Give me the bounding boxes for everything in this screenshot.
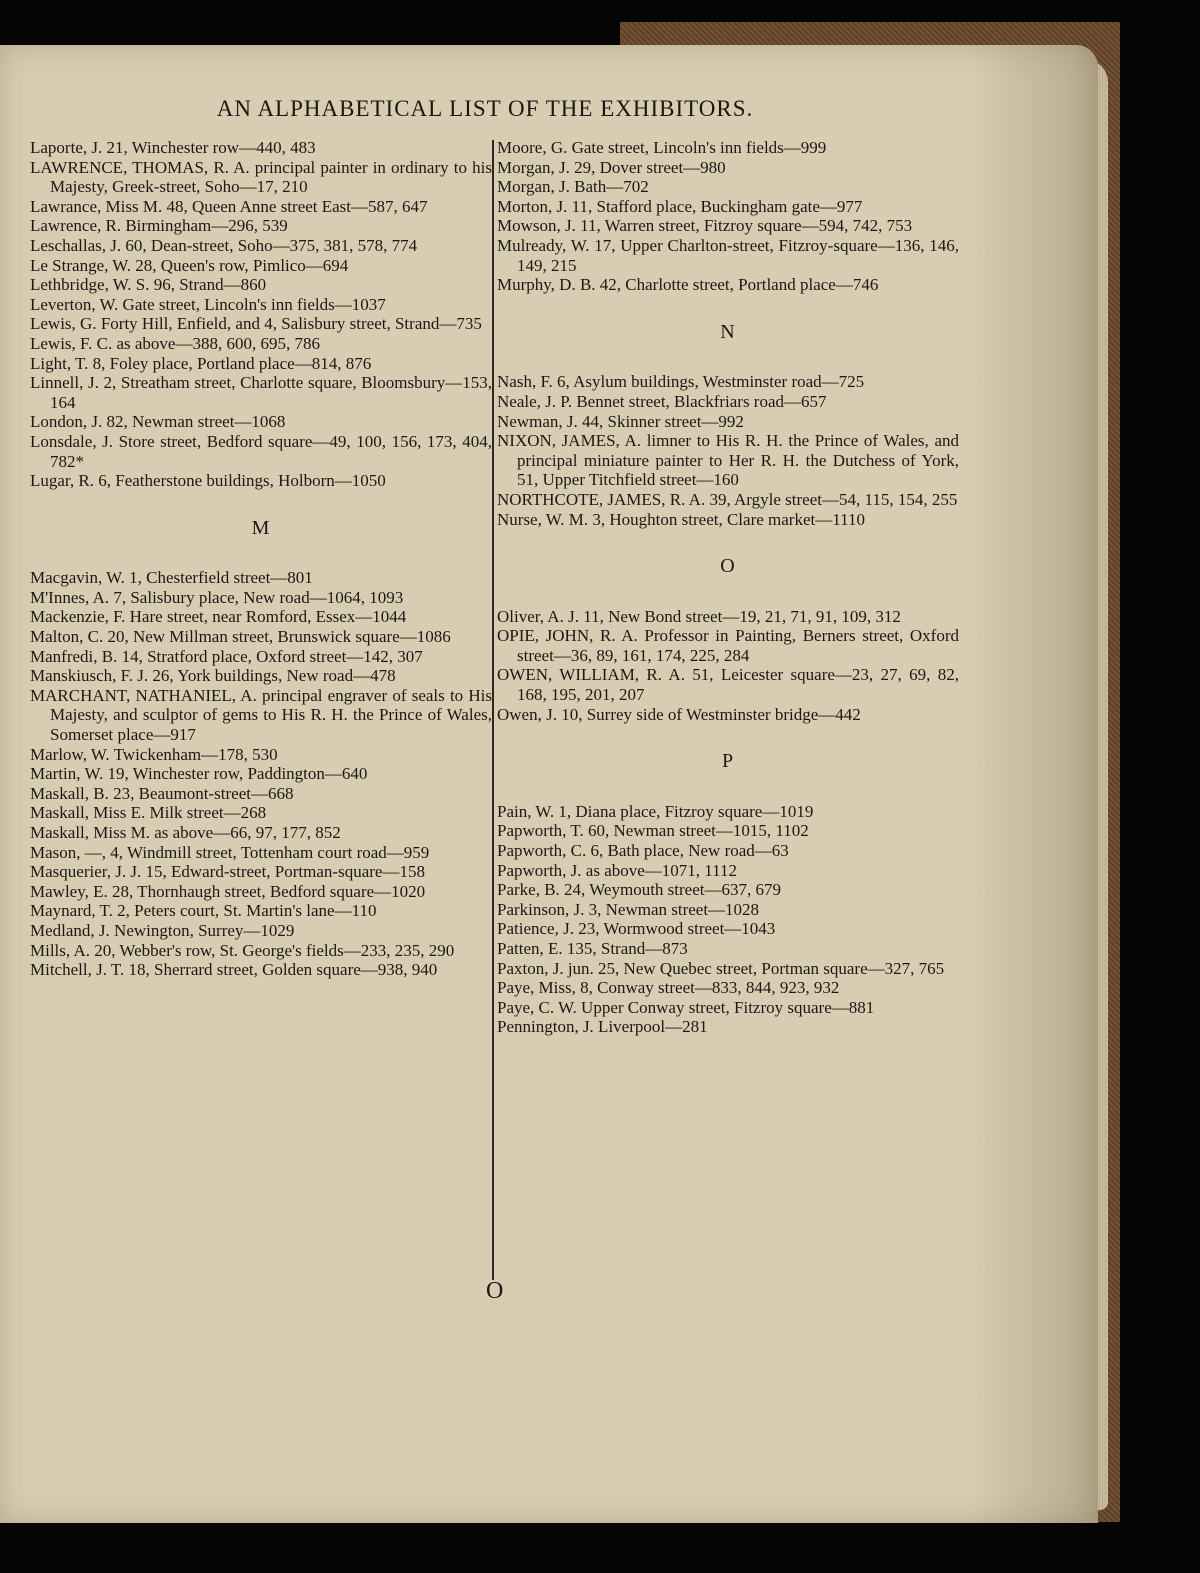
list-entry: Pain, W. 1, Diana place, Fitzroy square—1019 — [497, 801, 814, 821]
list-entry: Morgan, J. 29, Dover street—980 — [497, 157, 726, 177]
list-entry: Lewis, G. Forty Hill, Enfield, and 4, Salisbury street, Strand—735 — [30, 314, 482, 334]
list-entry: OPIE, JOHN, R. A. Professor in Painting, Berners street, Oxford street—36, 89, 161, 174, 225, 284 — [497, 626, 959, 665]
running-head: AN ALPHABETICAL LIST OF THE EXHIBITORS. — [216, 96, 754, 121]
list-entry: Mason, —, 4, Windmill street, Tottenham court road—959 — [30, 842, 430, 862]
list-entry: Leschallas, J. 60, Dean-street, Soho—375, 381, 578, 774 — [30, 235, 418, 255]
section-letter-n: N — [720, 320, 736, 343]
list-entry: Papworth, J. as above—1071, 1112 — [497, 860, 738, 880]
list-entry: LAWRENCE, THOMAS, R. A. principal painter in ordinary to his Majesty, Greek-street, Soho—17, 210 — [30, 157, 492, 197]
list-entry: OWEN, WILLIAM, R. A. 51, Leicester square—23, 27, 69, 82, 168, 195, 201, 207 — [497, 665, 959, 705]
entries-l — [30, 138, 492, 491]
list-entry: London, J. 82, Newman street—1068 — [30, 412, 286, 432]
entries-o — [497, 607, 959, 725]
list-entry: Le Strange, W. 28, Queen's row, Pimlico—694 — [30, 255, 349, 275]
list-entry: Parke, B. 24, Weymouth street—637, 679 — [497, 880, 781, 900]
list-entry: Macgavin, W. 1, Chesterfield street—801 — [30, 568, 313, 588]
list-entry: Nurse, W. M. 3, Houghton street, Clare market—1110 — [497, 509, 865, 529]
list-entry: Parkinson, J. 3, Newman street—1028 — [497, 899, 760, 919]
list-entry: Papworth, T. 60, Newman street—1015, 1102 — [497, 821, 809, 841]
right-column — [497, 138, 959, 1037]
entries-m — [30, 568, 492, 979]
list-entry: Masquerier, J. J. 15, Edward-street, Portman-square—158 — [30, 862, 425, 882]
list-entry: Lewis, F. C. as above—388, 600, 695, 786 — [30, 333, 320, 353]
list-entry: NORTHCOTE, JAMES, R. A. 39, Argyle street—54, 115, 154, 255 — [497, 489, 958, 509]
list-entry: Light, T. 8, Foley place, Portland place—814, 876 — [30, 353, 372, 373]
list-entry: Manskiusch, F. J. 26, York buildings, New road—478 — [30, 666, 396, 686]
list-entry: Maskall, B. 23, Beaumont-street—668 — [30, 783, 294, 803]
entries-n — [497, 372, 959, 529]
list-entry: Pennington, J. Liverpool—281 — [497, 1017, 708, 1037]
list-entry: Paxton, J. jun. 25, New Quebec street, Portman square—327, 765 — [497, 958, 945, 978]
list-entry: Lawrence, R. Birmingham—296, 539 — [30, 216, 288, 236]
list-entry: Marlow, W. Twickenham—178, 530 — [30, 744, 278, 764]
list-entry: Lonsdale, J. Store street, Bedford square—49, 100, 156, 173, 404, 782* — [30, 431, 492, 471]
list-entry: Nash, F. 6, Asylum buildings, Westminster road—725 — [497, 372, 865, 392]
list-entry: Mawley, E. 28, Thornhaugh street, Bedford square—1020 — [30, 881, 426, 901]
list-entry: Mowson, J. 11, Warren street, Fitzroy square—594, 742, 753 — [497, 216, 913, 236]
list-entry: Morgan, J. Bath—702 — [497, 177, 649, 197]
list-entry: Owen, J. 10, Surrey side of Westminster bridge—442 — [497, 704, 861, 724]
entries-p — [497, 802, 959, 1037]
entries-m-cont — [497, 138, 959, 295]
list-entry: Manfredi, B. 14, Stratford place, Oxford street—142, 307 — [30, 646, 423, 666]
list-entry: Murphy, D. B. 42, Charlotte street, Portland place—746 — [497, 275, 879, 295]
catchword: O — [486, 1278, 504, 1304]
section-letter-p: P — [721, 750, 735, 773]
list-entry: Mackenzie, F. Hare street, near Romford, Essex—1044 — [30, 607, 407, 627]
list-entry: Neale, J. P. Bennet street, Blackfriars road—657 — [497, 391, 827, 411]
list-entry: M'Innes, A. 7, Salisbury place, New road—1064, 1093 — [30, 587, 404, 607]
list-entry: Lugar, R. 6, Featherstone buildings, Holborn—1050 — [30, 471, 386, 491]
list-entry: Leverton, W. Gate street, Lincoln's inn fields—1037 — [30, 294, 386, 314]
section-letter-o: O — [720, 555, 736, 578]
list-entry: Maynard, T. 2, Peters court, St. Martin's lane—110 — [30, 901, 377, 921]
list-entry: Mills, A. 20, Webber's row, St. George's fields—233, 235, 290 — [30, 940, 455, 960]
list-entry: Oliver, A. J. 11, New Bond street—19, 21, 71, 91, 109, 312 — [497, 606, 901, 626]
list-entry: Martin, W. 19, Winchester row, Paddington—640 — [30, 764, 368, 784]
column-rule — [492, 140, 494, 1280]
list-entry: Mitchell, J. T. 18, Sherrard street, Golden square—938, 940 — [30, 960, 438, 980]
list-entry: Paye, C. W. Upper Conway street, Fitzroy square—881 — [497, 997, 875, 1017]
list-entry: Patience, J. 23, Wormwood street—1043 — [497, 919, 776, 939]
list-entry: Lethbridge, W. S. 96, Strand—860 — [30, 275, 267, 295]
list-entry: Linnell, J. 2, Streatham street, Charlotte square, Bloomsbury—153, 164 — [30, 373, 492, 412]
list-entry: Medland, J. Newington, Surrey—1029 — [30, 920, 295, 940]
list-entry: Malton, C. 20, New Millman street, Brunswick square—1086 — [30, 627, 451, 647]
list-entry: Moore, G. Gate street, Lincoln's inn fields—999 — [497, 138, 827, 157]
list-entry: Paye, Miss, 8, Conway street—833, 844, 923, 932 — [497, 978, 840, 998]
section-letter-m: M — [251, 516, 271, 539]
list-entry: Maskall, Miss M. as above—66, 97, 177, 852 — [30, 823, 341, 842]
list-entry: Patten, E. 135, Strand—873 — [497, 939, 688, 958]
list-entry: Papworth, C. 6, Bath place, New road—63 — [497, 841, 789, 861]
left-column — [30, 138, 492, 980]
list-entry: Mulready, W. 17, Upper Charlton-street, Fitzroy-square—136, 146, 149, 215 — [497, 235, 959, 275]
list-entry: Maskall, Miss E. Milk street—268 — [30, 803, 267, 823]
list-entry: NIXON, JAMES, A. limner to His R. H. the Prince of Wales, and principal miniature painter to Her R. H. the Dutchess of York, 51, Upper Titchfield street—160 — [497, 431, 959, 490]
list-entry: Lawrance, Miss M. 48, Queen Anne street East—587, 647 — [30, 196, 428, 216]
list-entry: Laporte, J. 21, Winchester row—440, 483 — [30, 138, 316, 157]
list-entry: Newman, J. 44, Skinner street—992 — [497, 411, 744, 431]
list-entry: Morton, J. 11, Stafford place, Buckingham gate—977 — [497, 196, 863, 216]
list-entry: MARCHANT, NATHANIEL, A. principal engraver of seals to His Majesty, and sculptor of gems to His R. H. the Prince of Wales, Somerset place—917 — [30, 685, 492, 745]
